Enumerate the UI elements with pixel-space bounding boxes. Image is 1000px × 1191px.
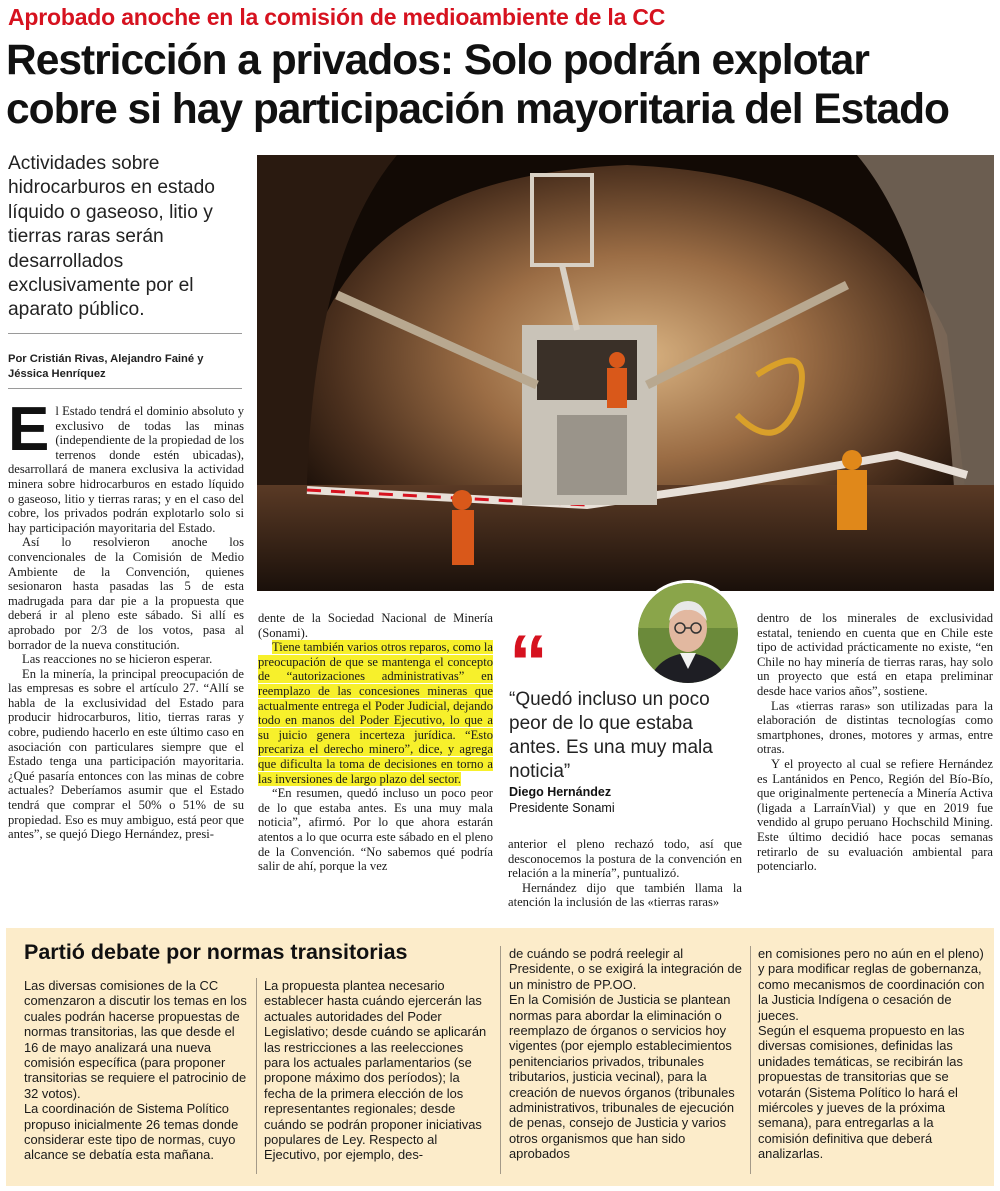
body-paragraph: anterior el pleno rechazó todo, así que desconocemos la postura de la convención en relación a la minería”, puntualizó. <box>508 837 742 881</box>
pull-quote: “Quedó incluso un poco peor de lo que estaba antes. Es una muy mala noticia” <box>509 689 713 782</box>
sidebar-column-3 <box>509 946 742 1162</box>
highlighted-paragraph <box>258 640 493 786</box>
sidebar-divider <box>500 946 501 1174</box>
sidebar-column-2 <box>264 978 492 1163</box>
sidebar-paragraph: Las diversas comisiones de la CC comenzaron a discutir los temas en los cuales podrán hacerse propuestas de normas transitorias, las que desde el 16 de mayo analizará una nueva comisión específica (para proponer transitorias se requiere el patrocinio de 32 votos). <box>24 978 247 1101</box>
sidebar-paragraph: La propuesta plantea necesario establecer hasta cuándo ejercerán las actuales autoridades del Poder Legislativo; desde cuándo se aplicarán las restricciones a las reelecciones para los actuales parlamentarios (se propone máximo dos períodos); la fecha de la primera elección de los representantes regionales; desde cuándo se podrán proponer iniciativas populares de Ley. Respecto al Ejecutivo, por ejemplo, des- <box>264 978 487 1163</box>
body-paragraph: “En resumen, quedó incluso un poco peor de lo que estaba antes. Es una muy mala noticia”, afirmó. Por lo que ahora estarán atentos a lo que ocurra este sábado en el pleno de la Convención. “No sabemos qué podría salir de ahí, porque la vez <box>258 786 493 874</box>
headline-line-2: cobre si hay participación mayoritaria del Estado <box>6 86 950 133</box>
deck: Actividades sobre hidrocarburos en estado líquido o gaseoso, litio y tierras raras serán desarrollados exclusivamente por el aparato público. <box>8 153 215 321</box>
byline-divider <box>8 388 242 389</box>
body-paragraph: dente de la Sociedad Nacional de Minería (Sonami). <box>258 611 493 640</box>
body-paragraph: Las reacciones no se hicieron esperar. <box>22 652 213 667</box>
quote-author-role: Presidente Sonami <box>509 801 615 815</box>
sidebar-paragraph: Según el esquema propuesto en las diversas comisiones, definidas las unidades temáticas, se recibirán las propuestas de transitorias que se votarán (Sistema Político lo hará el miércoles y jueves de la próxima semana), para entregarlas a la comisión definitiva que deberá analizarlas. <box>758 1023 965 1162</box>
quote-mark: “ <box>509 618 548 706</box>
sidebar-divider <box>750 946 751 1174</box>
quote-author: Diego Hernández <box>509 785 612 799</box>
body-paragraph: Las «tierras raras» son utilizadas para la elaboración de distintas tecnologías como smartphones, drones, motores y armas, entre otras. <box>757 698 993 757</box>
sidebar-paragraph: en comisiones pero no aún en el pleno) y para modificar reglas de gobernanza, como mecanismos de coordinación con la Justicia Indígena o cesación de jueces. <box>758 946 985 1023</box>
kicker: Aprobado anoche en la comisión de medioambiente de la CC <box>8 4 666 30</box>
mine-tunnel-photo <box>257 155 994 591</box>
diego-hernandez-portrait <box>638 583 738 683</box>
sidebar-divider <box>256 978 257 1174</box>
body-paragraph: Y el proyecto al cual se refiere Hernández es Lantánidos en Penco, Región del Bío-Bío, que originalmente pertenecía a Minería Activa (ligada a LarraínVial) y que en 2019 fue vendido al grupo peruano Hochschild Mining. Este último decidió hace pocas semanas retirarlo de su evaluación ambiental para potenciarlo. <box>757 756 993 874</box>
sidebar-paragraph: En la Comisión de Justicia se plantean normas para abordar la eliminación o reemplazo de órganos o servicios hoy vigentes (por ejemplo establecimientos penitenciarios privados, tribunales tributarios, justicia vecinal), para la creación de nuevos órganos (tribunales administrativos, tribunales de ejecución de penas, consejo de Justicia y varios otros organismos que han sido aprobados <box>509 992 735 1162</box>
body-column-3 <box>508 837 742 910</box>
body-paragraph: El Estado tendrá el dominio absoluto y exclusivo de todas las minas (independiente de la propiedad de los terrenos donde estén ubicadas), desarrollará de manera exclusiva la actividad minera sobre hidrocarburos en estado líquido o gaseoso, litio y tierras raras; y en el caso del cobre, los privados podrán explotarlo solo si hay participación mayoritaria del Estado. <box>8 395 244 535</box>
body-paragraph: En la minería, la principal preocupación de las empresas es sobre el artículo 27. “Allí se habla de la exclusividad del Estado para producir hidrocarburos, litio, tierras raras y cobre, pudiendo hacerlo en este último caso en asociación con particulares siempre que el Estado tenga una participación mayoritaria. ¿Qué pasaría entonces con las minas de cobre actuales? Deberíamos asumir que el Estado tendrá que comprar el 50% o 51% de su propiedad. Eso es muy ambiguo, está peor que antes”, se quejó Diego Hernández, presi- <box>8 666 244 842</box>
body-paragraph: Así lo resolvieron anoche los convencionales de la Comisión de Medio Ambiente de la Convención, quienes sesionaron hasta pasadas las 5 de esta madrugada para dar pie a la propuesta que deberá ir al pleno este sábado. Si allí es aprobado por 2/3 de los votos, pasa al borrador de la nueva constitución. <box>8 535 244 652</box>
mine-tunnel-illustration <box>257 155 994 591</box>
sidebar-title: Partió debate por normas transitorias <box>24 940 408 964</box>
body-column-1 <box>8 395 244 842</box>
sidebar-paragraph: de cuándo se podrá reelegir al Presidente, o se exigirá la integración de un ministro de PP.OO. <box>509 946 742 992</box>
body-column-2 <box>258 611 493 874</box>
sidebar-column-1 <box>24 978 249 1163</box>
headline <box>6 36 998 134</box>
body-column-4 <box>757 611 993 874</box>
sidebar-paragraph: La coordinación de Sistema Político propuso inicialmente 26 temas donde considerar este tipo de normas, cuyo alcance se debatía esta mañana. <box>24 1101 239 1163</box>
portrait-illustration <box>638 583 738 683</box>
body-paragraph: Hernández dijo que también llama la atención la inclusión de las «tierras raras» <box>508 880 742 910</box>
sidebar-column-4 <box>758 946 986 1162</box>
body-paragraph: dentro de los minerales de exclusividad estatal, teniendo en cuenta que en Chile este tipo de actividad prácticamente no existe, “en Chile no hay minería de tierras raras, hay solo un proyecto que está en etapa preliminar desde hace varios años”, sostiene. <box>757 611 993 698</box>
highlighted-text: Tiene también varios otros reparos, como la preocupación de que se mantenga el concepto de “autorizaciones administrativas” en reemplazo de las concesiones mineras que actualmente entrega el Poder Judicial, dejando todo en manos del Poder Ejecutivo, lo que a su juicio genera incerteza jurídica. “Esto precariza el derecho minero”, dice, y agrega que dificulta la toma de decisiones en torno a las inversiones de largo plazo del sector. <box>258 640 493 786</box>
drop-cap: E <box>8 395 50 464</box>
headline-line-1: Restricción a privados: Solo podrán explotar <box>6 37 869 84</box>
deck-divider <box>8 333 242 334</box>
byline: Por Cristián Rivas, Alejandro Fainé y Jéssica Henríquez <box>8 353 204 380</box>
